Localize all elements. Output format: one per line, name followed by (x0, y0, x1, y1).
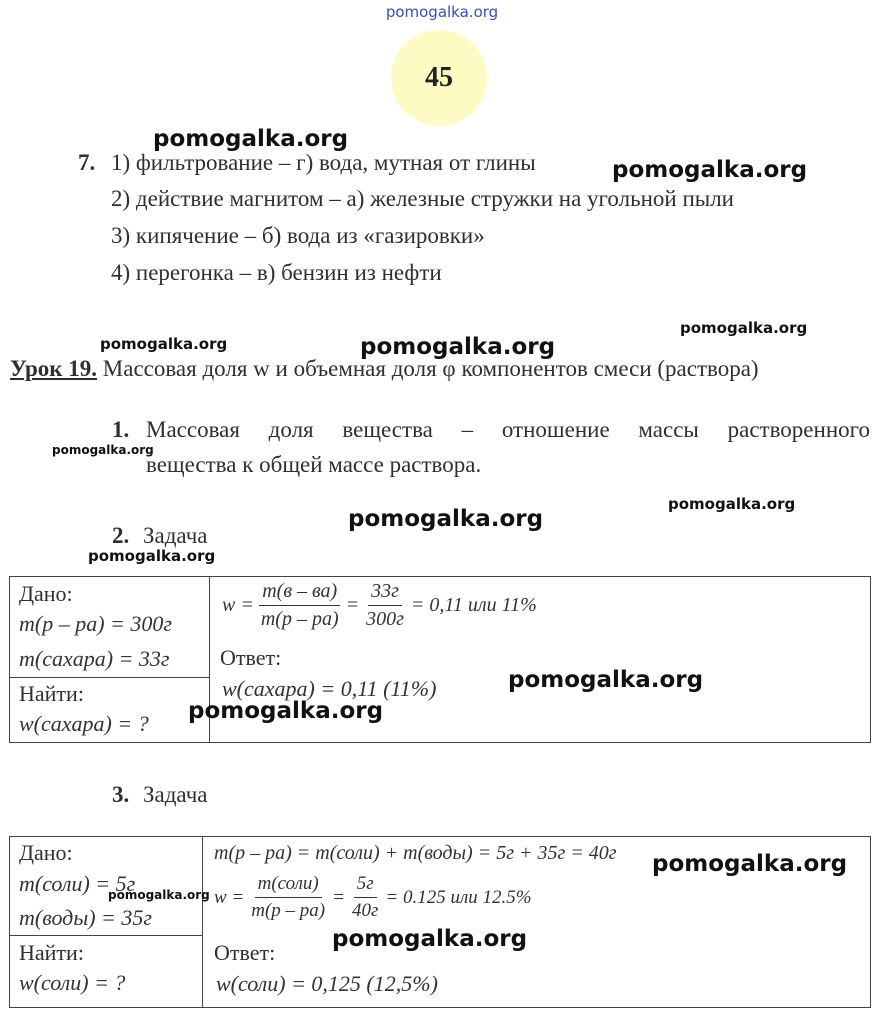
item1-line-2: вещества к общей массе раствора. (146, 452, 482, 477)
task7-line-3: 3) кипячение – б) вода из «газировки» (111, 223, 485, 248)
item3-heading (112, 782, 208, 808)
item1-line-1: Массовая доля вещества – отношение массы растворенного (146, 417, 870, 442)
page-number: 45 (425, 62, 453, 93)
task3-fraction-1 (248, 873, 328, 922)
task7-line-2: 2) действие магнитом – а) железные стружки на угольной пыли (111, 186, 734, 211)
watermark: pomogalka.org (52, 443, 154, 457)
watermark: pomogalka.org (153, 126, 349, 152)
item2-label: Задача (143, 523, 208, 548)
watermark: pomogalka.org (332, 926, 528, 952)
task2-formula-eq: = (345, 594, 360, 616)
task2-given-label: Дано: (19, 581, 73, 606)
task2-given-2: m(caxapa) = 33г (19, 646, 170, 671)
task2-fraction-2-den: 300г (366, 608, 404, 630)
watermark-top: pomogalka.org (385, 3, 499, 21)
lesson-title: Массовая доля w и объемная доля φ компонентов смеси (раствора) (102, 356, 759, 381)
lesson-label: Урок 19. (10, 356, 98, 381)
item1-number: 1. (112, 417, 130, 442)
task3-find-label: Найти: (19, 940, 84, 965)
item3-number: 3. (112, 782, 130, 807)
task3-find: w(соли) = ? (19, 970, 126, 995)
task7-number: 7. (78, 150, 96, 175)
watermark: pomogalka.org (188, 698, 384, 724)
watermark: pomogalka.org (88, 547, 216, 565)
watermark: pomogalka.org (680, 319, 808, 337)
task2-given-1: m(p – pa) = 300г (19, 611, 172, 636)
task2-given-divider (9, 677, 210, 678)
task3-line-1: m(p – pa) = m(соли) + m(воды) = 5г + 35г = 40г (214, 842, 617, 864)
task3-answer: w(соли) = 0,125 (12,5%) (216, 971, 438, 996)
task3-formula-rest: = 0.125 или 12.5% (385, 886, 532, 908)
watermark: pomogalka.org (360, 334, 556, 360)
task3-formula-eq: = (332, 886, 345, 908)
task2-formula-rest: = 0,11 или 11% (410, 594, 537, 616)
task7-line-4: 4) перегонка – в) бензин из нефти (111, 260, 442, 285)
task2-fraction-1-num: m(в – ва) (259, 580, 340, 606)
task3-given-1: m(соли) = 5г (19, 871, 136, 896)
task2-answer: w(caxapa) = 0,11 (11%) (222, 676, 437, 701)
task2-fraction-2-num: 33г (368, 580, 402, 606)
task3-given-label: Дано: (19, 840, 73, 865)
task2-answer-label: Ответ: (220, 645, 282, 670)
task3-given-divider (9, 935, 203, 936)
watermark: pomogalka.org (612, 157, 808, 183)
task3-table-divider (202, 836, 203, 1007)
watermark: pomogalka.org (348, 506, 544, 532)
item2-heading (112, 523, 208, 549)
item3-label: Задача (143, 782, 208, 807)
task3-answer-label: Ответ: (214, 940, 276, 965)
task3-fraction-2 (349, 873, 381, 922)
task2-formula (222, 580, 537, 631)
watermark: pomogalka.org (668, 495, 796, 513)
task3-given-2: m(воды) = 35г (19, 905, 152, 930)
task2-fraction-2 (363, 580, 407, 631)
watermark: pomogalka.org (100, 335, 228, 353)
task2-find: w(caxapa) = ? (19, 711, 149, 736)
watermark: pomogalka.org (652, 851, 848, 877)
task3-formula-lhs: w = (214, 886, 245, 908)
task2-fraction-1-den: m(p – pa) (260, 608, 339, 630)
task2-find-label: Найти: (19, 681, 84, 706)
task3-fraction-1-num: m(соли) (255, 873, 322, 898)
task2-fraction-1 (258, 580, 342, 631)
task3-fraction-2-den: 40г (351, 900, 379, 921)
task7-line-1: 1) фильтрование – г) вода, мутная от глины (111, 150, 536, 175)
task3-fraction-2-num: 5г (354, 873, 377, 898)
task3-formula (214, 873, 532, 922)
watermark: pomogalka.org (108, 888, 210, 902)
watermark: pomogalka.org (508, 667, 704, 693)
item2-number: 2. (112, 523, 130, 548)
task3-fraction-1-den: m(p – pa) (251, 900, 326, 921)
task2-formula-lhs: w = (222, 594, 254, 616)
